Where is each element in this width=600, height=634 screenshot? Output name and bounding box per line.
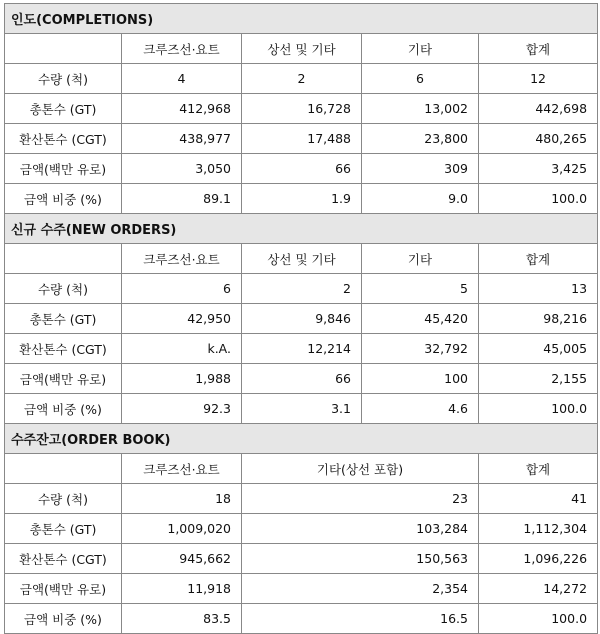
table-row (5, 64, 598, 94)
table-cell: 6 (122, 274, 242, 304)
table-row (5, 544, 598, 574)
row-label: 금액(백만 유로) (5, 364, 122, 394)
column-header: 합계 (479, 454, 598, 484)
row-label: 금액 비중 (%) (5, 604, 122, 634)
table-row (5, 484, 598, 514)
section-title-new-orders: 신규 수주(NEW ORDERS) (5, 214, 598, 244)
table-cell: 83.5 (122, 604, 242, 634)
shipbuilding-statistics-table (4, 3, 598, 634)
table-row (5, 94, 598, 124)
table-cell: 4 (122, 64, 242, 94)
table-cell: 100 (362, 364, 479, 394)
table-cell: 1,096,226 (479, 544, 598, 574)
table-cell: 45,005 (479, 334, 598, 364)
table-cell: 9,846 (242, 304, 362, 334)
table-cell: 100.0 (479, 184, 598, 214)
column-header-row (5, 34, 598, 64)
table-cell: 9.0 (362, 184, 479, 214)
row-label: 수량 (척) (5, 484, 122, 514)
table-row (5, 334, 598, 364)
table-cell: 23 (242, 484, 479, 514)
table-cell: 92.3 (122, 394, 242, 424)
table-cell: 42,950 (122, 304, 242, 334)
table-row (5, 514, 598, 544)
table-cell: 13,002 (362, 94, 479, 124)
table-cell: 16,728 (242, 94, 362, 124)
table-cell: 89.1 (122, 184, 242, 214)
table-cell: 18 (122, 484, 242, 514)
row-label: 수량 (척) (5, 64, 122, 94)
table-cell: 98,216 (479, 304, 598, 334)
section-header-order-book (5, 424, 598, 454)
column-header: 합계 (479, 244, 598, 274)
section-title-order-book: 수주잔고(ORDER BOOK) (5, 424, 598, 454)
table-cell: 32,792 (362, 334, 479, 364)
table-cell: 4.6 (362, 394, 479, 424)
table-row (5, 154, 598, 184)
table-row (5, 394, 598, 424)
table-cell: 17,488 (242, 124, 362, 154)
table-cell: k.A. (122, 334, 242, 364)
column-header: 상선 및 기타 (242, 34, 362, 64)
column-header-row (5, 244, 598, 274)
table-row (5, 604, 598, 634)
table-cell: 3,050 (122, 154, 242, 184)
table-cell: 5 (362, 274, 479, 304)
row-label: 총톤수 (GT) (5, 514, 122, 544)
row-label: 금액 비중 (%) (5, 184, 122, 214)
table-cell: 438,977 (122, 124, 242, 154)
table-cell: 2,354 (242, 574, 479, 604)
statistics-table-container (4, 3, 597, 634)
row-label: 총톤수 (GT) (5, 304, 122, 334)
table-row (5, 574, 598, 604)
header-blank-cell (5, 34, 122, 64)
table-cell: 103,284 (242, 514, 479, 544)
column-header: 기타(상선 포함) (242, 454, 479, 484)
table-cell: 1,988 (122, 364, 242, 394)
table-cell: 12 (479, 64, 598, 94)
row-label: 환산톤수 (CGT) (5, 334, 122, 364)
column-header: 크루즈선·요트 (122, 454, 242, 484)
row-label: 금액(백만 유로) (5, 154, 122, 184)
section-title-completions: 인도(COMPLETIONS) (5, 4, 598, 34)
table-cell: 16.5 (242, 604, 479, 634)
row-label: 금액(백만 유로) (5, 574, 122, 604)
table-cell: 100.0 (479, 394, 598, 424)
table-row (5, 274, 598, 304)
table-cell: 309 (362, 154, 479, 184)
table-cell: 14,272 (479, 574, 598, 604)
table-cell: 412,968 (122, 94, 242, 124)
column-header-row (5, 454, 598, 484)
table-cell: 1,112,304 (479, 514, 598, 544)
table-cell: 3,425 (479, 154, 598, 184)
column-header: 기타 (362, 34, 479, 64)
row-label: 환산톤수 (CGT) (5, 124, 122, 154)
table-cell: 66 (242, 154, 362, 184)
section-header-new-orders (5, 214, 598, 244)
table-cell: 150,563 (242, 544, 479, 574)
table-cell: 45,420 (362, 304, 479, 334)
table-cell: 3.1 (242, 394, 362, 424)
table-cell: 12,214 (242, 334, 362, 364)
row-label: 환산톤수 (CGT) (5, 544, 122, 574)
table-row (5, 304, 598, 334)
table-cell: 480,265 (479, 124, 598, 154)
table-cell: 23,800 (362, 124, 479, 154)
table-cell: 1.9 (242, 184, 362, 214)
table-cell: 66 (242, 364, 362, 394)
column-header: 크루즈선·요트 (122, 244, 242, 274)
row-label: 수량 (척) (5, 274, 122, 304)
table-cell: 41 (479, 484, 598, 514)
table-cell: 1,009,020 (122, 514, 242, 544)
column-header: 크루즈선·요트 (122, 34, 242, 64)
header-blank-cell (5, 244, 122, 274)
table-cell: 2 (242, 274, 362, 304)
table-cell: 945,662 (122, 544, 242, 574)
column-header: 기타 (362, 244, 479, 274)
column-header: 합계 (479, 34, 598, 64)
table-cell: 6 (362, 64, 479, 94)
table-cell: 11,918 (122, 574, 242, 604)
column-header: 상선 및 기타 (242, 244, 362, 274)
table-cell: 2,155 (479, 364, 598, 394)
table-cell: 100.0 (479, 604, 598, 634)
table-cell: 2 (242, 64, 362, 94)
row-label: 금액 비중 (%) (5, 394, 122, 424)
section-header-completions (5, 4, 598, 34)
row-label: 총톤수 (GT) (5, 94, 122, 124)
table-row (5, 124, 598, 154)
table-row (5, 364, 598, 394)
header-blank-cell (5, 454, 122, 484)
table-row (5, 184, 598, 214)
table-cell: 13 (479, 274, 598, 304)
table-cell: 442,698 (479, 94, 598, 124)
